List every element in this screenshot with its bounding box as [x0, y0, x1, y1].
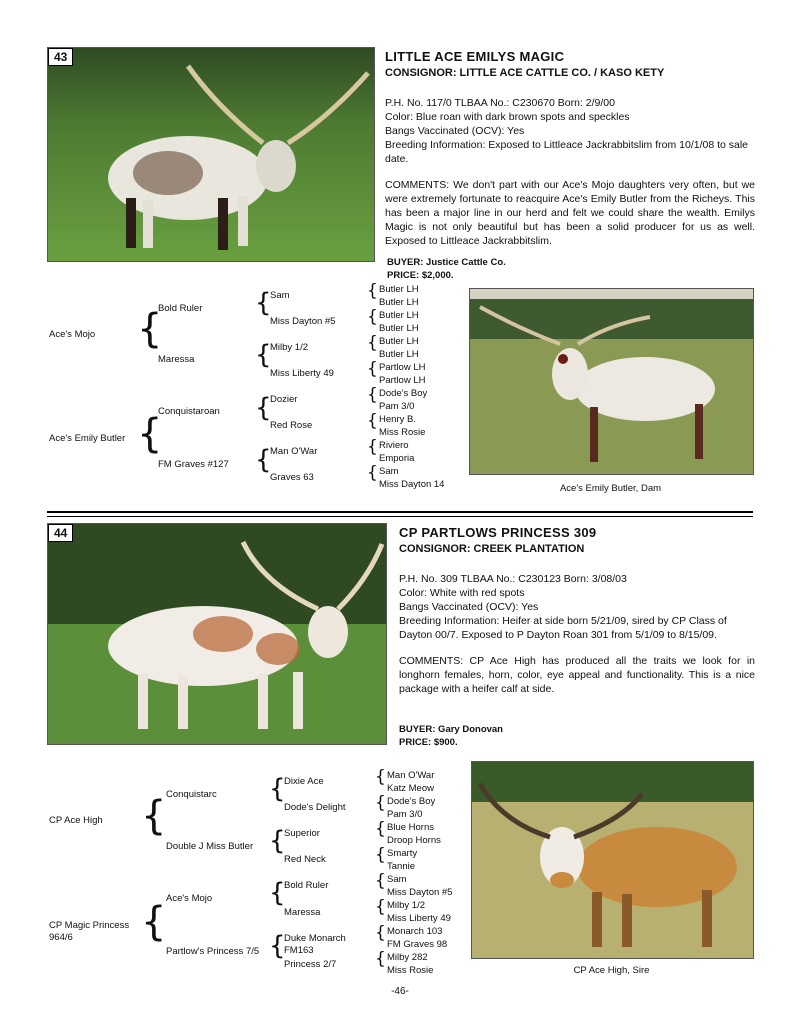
pedigree-gen4: FM Graves 98: [387, 939, 448, 950]
pedigree-gen4: Sam: [379, 466, 399, 477]
brace: {: [375, 819, 386, 839]
pedigree-gen2: Double J Miss Butler: [166, 841, 254, 852]
pedigree-gen3: Bold Ruler: [284, 880, 329, 891]
pedigree-gen3: Maressa: [284, 907, 321, 918]
pedigree-gen3: Red Neck: [284, 854, 326, 865]
brace: {: [255, 445, 272, 475]
cow-photo-43-dam: [470, 289, 753, 474]
pedigree-gen2: Partlow's Princess 7/5: [166, 946, 260, 957]
pedigree-gen3: Miss Dayton #5: [270, 316, 336, 327]
cow-photo-43: [48, 48, 374, 261]
brace: {: [367, 385, 378, 405]
section-divider: [47, 516, 753, 517]
pedigree-gen3: Sam: [270, 290, 290, 301]
brace: {: [269, 931, 286, 961]
pedigree-gen2: Conquistarc: [166, 789, 217, 800]
brace: {: [367, 307, 378, 327]
brace: {: [141, 899, 167, 945]
brace: {: [375, 949, 386, 969]
pedigree-gen4: Pam 3/0: [379, 401, 415, 412]
lot43-color: Color: Blue roan with dark brown spots and speckles: [385, 111, 630, 123]
lot44-photo: [47, 523, 387, 745]
pedigree-gen4: Miss Dayton #5: [387, 887, 453, 898]
lot43-consignor: CONSIGNOR: LITTLE ACE CATTLE CO. / KASO KETY: [385, 67, 665, 79]
lot44-number: 44: [48, 524, 73, 542]
brace: {: [367, 281, 378, 301]
brace: {: [375, 793, 386, 813]
lot44-caption: CP Ace High, Sire: [573, 965, 650, 976]
pedigree-gen2: FM Graves #127: [158, 459, 229, 470]
pedigree-gen3: FM163: [284, 945, 314, 956]
brace: {: [367, 463, 378, 483]
pedigree-dam-number: 964/6: [49, 932, 73, 943]
page-number: -46-: [391, 986, 409, 997]
pedigree-gen4: Butler LH: [379, 349, 419, 360]
pedigree-gen3: Miss Liberty 49: [270, 368, 334, 379]
brace: {: [255, 393, 272, 423]
lot43-photo: [47, 47, 375, 262]
brace: {: [137, 411, 163, 457]
section-divider: [47, 511, 753, 513]
lot43-dam-photo: [469, 288, 754, 475]
lot44-title: CP PARTLOWS PRINCESS 309: [399, 525, 597, 540]
pedigree-gen3: Milby 1/2: [270, 342, 309, 353]
brace: {: [269, 826, 286, 856]
pedigree-gen4: Dode's Boy: [379, 388, 428, 399]
brace: {: [367, 411, 378, 431]
pedigree-gen2: Ace's Mojo: [166, 893, 213, 904]
lot43-comments: COMMENTS: We don't part with our Ace's Mojo daughters very often, but we were extremely fortunate to reacquire Ace's Emily Butler from the Richeys. This has been a major line in our herd and felt we could share the wealth. Emilys Magic is not only beautiful but has been a solid producer for us as well. Exposed to Littleace Jackrabbitslim.: [385, 179, 755, 247]
cow-photo-44-sire: [472, 762, 753, 958]
pedigree-gen4: Katz Meow: [387, 783, 434, 794]
lot43-caption: Ace's Emily Butler, Dam: [559, 483, 662, 494]
pedigree-gen4: Blue Horns: [387, 822, 434, 833]
brace: {: [255, 340, 272, 370]
pedigree-gen4: Butler LH: [379, 297, 419, 308]
lot43-title: LITTLE ACE EMILYS MAGIC: [385, 49, 565, 64]
pedigree-gen4: Droop Horns: [387, 835, 441, 846]
lot43-buyer: BUYER: Justice Cattle Co.: [387, 257, 506, 268]
pedigree-gen4: Milby 282: [387, 952, 428, 963]
pedigree-gen3: Graves 63: [270, 472, 314, 483]
pedigree-dam: CP Magic Princess: [49, 920, 130, 931]
brace: {: [367, 437, 378, 457]
lot44-comments: COMMENTS: CP Ace High has produced all the traits we look for in longhorn females, horn, color, eye appeal and functionality. This is a nice package with a heifer calf at side.: [399, 655, 755, 695]
pedigree-gen4: Monarch 103: [387, 926, 443, 937]
pedigree-gen4: Sam: [387, 874, 407, 885]
pedigree-gen4: Pam 3/0: [387, 809, 423, 820]
lot43-sale: [387, 256, 506, 282]
brace: {: [375, 871, 386, 891]
pedigree-gen4: Butler LH: [379, 323, 419, 334]
brace: {: [141, 793, 167, 839]
brace: {: [269, 878, 286, 908]
pedigree-sire: CP Ace High: [49, 815, 103, 826]
pedigree-gen3: Superior: [284, 828, 320, 839]
lot44-line1: P.H. No. 309 TLBAA No.: C230123 Born: 3/08/03: [399, 573, 627, 585]
lot44-sire-photo: [471, 761, 754, 959]
pedigree-gen4: Partlow LH: [379, 375, 426, 386]
brace: {: [137, 306, 163, 352]
lot44-bangs: Bangs Vaccinated (OCV): Yes: [399, 601, 539, 613]
pedigree-dam: Ace's Emily Butler: [49, 433, 126, 444]
pedigree-gen4: Butler LH: [379, 336, 419, 347]
lot43-bangs: Bangs Vaccinated (OCV): Yes: [385, 125, 525, 137]
pedigree-gen3: Dozier: [270, 394, 298, 405]
pedigree-gen4: Miss Liberty 49: [387, 913, 451, 924]
lot43-breeding: Breeding Information: Exposed to Littleace Jackrabbitslim from 10/1/08 to sale date.: [385, 139, 749, 165]
pedigree-gen2: Maressa: [158, 354, 195, 365]
pedigree-gen4: Miss Rosie: [387, 965, 434, 976]
lot44-sale: [399, 723, 503, 749]
brace: {: [375, 923, 386, 943]
lot44-details: [399, 572, 755, 696]
pedigree-gen3: Duke Monarch: [284, 933, 346, 944]
brace: {: [375, 767, 386, 787]
lot43-number: 43: [48, 48, 73, 66]
pedigree-gen3: Red Rose: [270, 420, 313, 431]
pedigree-gen4: Miss Dayton 14: [379, 479, 445, 490]
pedigree-gen4: Partlow LH: [379, 362, 426, 373]
lot44-consignor: CONSIGNOR: CREEK PLANTATION: [399, 543, 585, 555]
pedigree-gen3: Man O'War: [270, 446, 318, 457]
lot43-line1: P.H. No. 117/0 TLBAA No.: C230670 Born: 2/9/00: [385, 97, 615, 109]
pedigree-gen4: Dode's Boy: [387, 796, 436, 807]
lot43-details: [385, 96, 755, 248]
brace: {: [367, 333, 378, 353]
pedigree-gen4: Miss Rosie: [379, 427, 426, 438]
cow-photo-44: [48, 524, 386, 744]
lot44-buyer: BUYER: Gary Donovan: [399, 724, 503, 735]
pedigree-gen4: Emporia: [379, 453, 415, 464]
pedigree-gen3: Dode's Delight: [284, 802, 346, 813]
brace: {: [375, 897, 386, 917]
brace: {: [375, 845, 386, 865]
brace: {: [367, 359, 378, 379]
lot43-price: PRICE: $2,000.: [387, 270, 454, 281]
pedigree-gen4: Butler LH: [379, 284, 419, 295]
brace: {: [255, 288, 272, 318]
lot44-price: PRICE: $900.: [399, 737, 458, 748]
pedigree-gen4: Man O'War: [387, 770, 435, 781]
pedigree-gen4: Butler LH: [379, 310, 419, 321]
pedigree-gen2: Conquistaroan: [158, 406, 220, 417]
pedigree-gen4: Riviero: [379, 440, 409, 451]
pedigree-gen3: Princess 2/7: [284, 959, 337, 970]
pedigree-sire: Ace's Mojo: [49, 329, 96, 340]
pedigree-gen2: Bold Ruler: [158, 303, 203, 314]
brace: {: [269, 774, 286, 804]
lot44-color: Color: White with red spots: [399, 587, 525, 599]
pedigree-gen4: Tannie: [387, 861, 415, 872]
pedigree-gen4: Henry B.: [379, 414, 416, 425]
pedigree-gen4: Milby 1/2: [387, 900, 426, 911]
lot44-breeding: Breeding Information: Heifer at side born 5/21/09, sired by CP Class of Dayton 00/7. Exposed to P Dayton Roan 301 from 5/1/09 to 8/15/09.: [399, 615, 727, 641]
pedigree-gen3: Dixie Ace: [284, 776, 324, 787]
pedigree-gen4: Smarty: [387, 848, 418, 859]
